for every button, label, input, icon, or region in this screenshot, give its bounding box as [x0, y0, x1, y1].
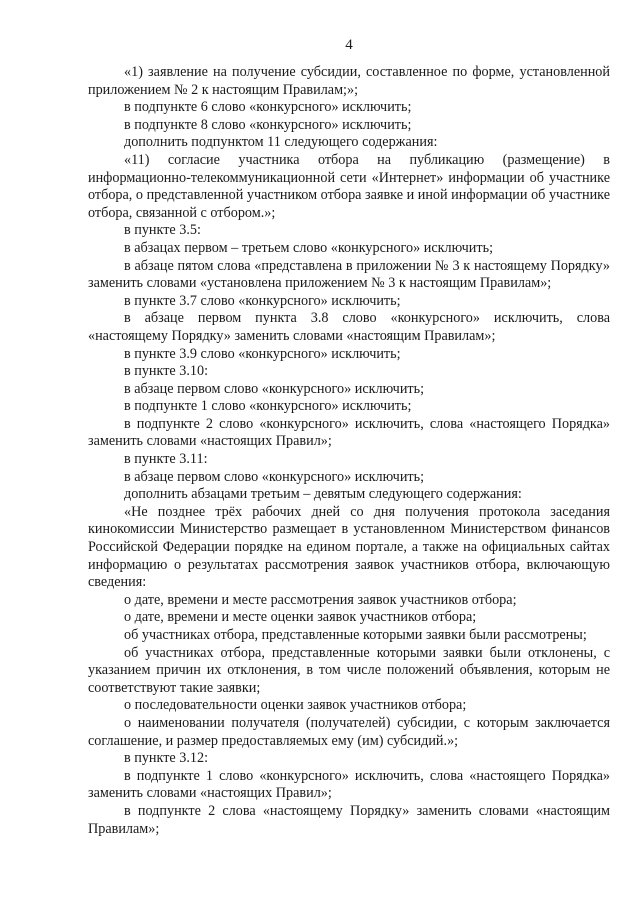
paragraph: в пункте 3.12:	[124, 750, 209, 767]
paragraph: в подпункте 8 слово «конкурсного» исключить;	[124, 116, 412, 133]
paragraph: в абзаце первом пункта 3.8 слово «конкурсного» исключить, слова «настоящему Порядку» заменить словами «настоящим Правилам»;	[88, 310, 610, 344]
paragraph: «11) согласие участника отбора на публикацию (размещение) в информационно-телекоммуникационной сети «Интернет» информации об участнике отбора, о представленной участником отбора заявке и иной информации об участнике отбора, связанной с отбором.»;	[88, 151, 610, 221]
paragraph: дополнить подпунктом 11 следующего содержания:	[124, 134, 438, 151]
paragraph: в абзаце первом слово «конкурсного» исключить;	[124, 380, 425, 397]
paragraph: в подпункте 1 слово «конкурсного» исключить, слова «настоящего Порядка» заменить словами «настоящих Правил»;	[88, 767, 610, 802]
paragraph: о наименовании получателя (получателей) субсидии, с которым заключается соглашение, и размер предоставляемых ему (им) субсидий.»;	[88, 714, 610, 749]
paragraph: дополнить абзацами третьим – девятым следующего содержания:	[124, 486, 522, 503]
document-body	[88, 64, 610, 838]
paragraph: в абзацах первом – третьем слово «конкурсного» исключить;	[124, 239, 494, 256]
paragraph: в абзаце первом слово «конкурсного» исключить;	[124, 468, 425, 485]
paragraph: об участниках отбора, представленные которыми заявки были отклонены, с указанием причин их отклонения, в том числе положений объявления, которым не соответствуют такие заявки;	[88, 644, 610, 696]
paragraph: в подпункте 6 слово «конкурсного» исключить;	[124, 99, 412, 116]
paragraph: в пункте 3.11:	[124, 451, 208, 468]
paragraph: об участниках отбора, представленные которыми заявки были рассмотрены;	[124, 627, 587, 643]
paragraph: о дате, времени и месте оценки заявок участников отбора;	[124, 609, 477, 626]
paragraph: в пункте 3.10:	[124, 363, 209, 380]
paragraph: в пункте 3.7 слово «конкурсного» исключить;	[124, 292, 401, 309]
paragraph: в пункте 3.9 слово «конкурсного» исключить;	[124, 345, 401, 362]
paragraph: в пункте 3.5:	[124, 222, 201, 239]
paragraph: «Не позднее трёх рабочих дней со дня получения протокола заседания кинокомиссии Министерство размещает в установленном Министерством финансов Российской Федерации порядке на едином портале, а также на официальных сайтах информацию о результатах рассмотрения заявок участников отбора, включающую сведения:	[88, 503, 610, 591]
paragraph: в подпункте 2 слова «настоящему Порядку» заменить словами «настоящим Правилам»;	[88, 802, 610, 837]
paragraph: в абзаце пятом слова «представлена в приложении № 3 к настоящему Порядку» заменить словами «установлена приложением № 3 к настоящим Правилам»;	[88, 257, 610, 292]
paragraph: в подпункте 2 слово «конкурсного» исключить, слова «настоящего Порядка» заменить словами «настоящих Правил»;	[88, 415, 610, 450]
paragraph: в подпункте 1 слово «конкурсного» исключить;	[124, 398, 412, 415]
paragraph: о дате, времени и месте рассмотрения заявок участников отбора;	[124, 591, 517, 608]
page-number: 4	[345, 37, 353, 53]
paragraph: о последовательности оценки заявок участников отбора;	[124, 697, 467, 714]
paragraph: «1) заявление на получение субсидии, составленное по форме, установленной приложением № 2 к настоящим Правилам;»;	[88, 64, 610, 98]
